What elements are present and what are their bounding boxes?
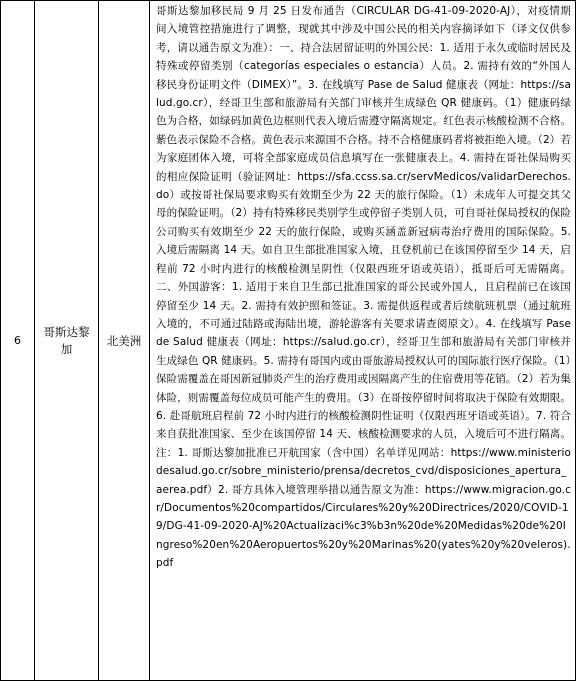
entry-policy-text: 哥斯达黎加移民局 9 月 25 日发布通告（CIRCULAR DG-41-09-2020-AJ），对疫情期间入境管控措施进行了调整，现就其中涉及中国公民的相关内容摘译如下（译文仅供参考，请以通告原文为准）：一、持合法居留证明的外国公民：1. 适用于永久或临时居民及特殊或停留类别（categorías especiales o estancia）人员。2. 需持有效的“外国人移民身份证明文件（DIMEX）”。3. 在线填写 Pase de Salud 健康表（网址：https://salud.go.cr），经哥卫生部和旅游局有关部门审核并生成绿色 QR 健康码。（1）健康码绿色为合格，如绿码加黄色边框则代表入境后需遵守隔离规定。红色表示核酸检测不合格。紫色表示保险不合格。黄色表示来源国不合格。持不合格健康码者将被拒绝入境。（2）若为家庭团体入境，可将全部家庭成员信息填写在一张健康表上。4. 需持在哥社保局购买的相应保险证明（验证网址：https://sfa.ccss.sa.cr/servMedicos/validarDerechos.do）或按哥社保局要求购买有效期至少为 22 天的旅行保险。（1）未成年人可提交其父母的保险证明。（2）持有特殊移民类别学生或停留子类别人员，可自哥社保局授权的保险公司购买有效期至少 22 天的旅行保险，或购买涵盖新冠病毒治疗费用的国际保险。5. 入境后需隔离 14 天。如自卫生部批准国家入境，且登机前已在该国停留至少 14 天，启程前 72 小时内进行的核酸检测呈阴性（仅限西班牙语或英语），抵哥后可无需隔离。二、外国游客：1. 适用于来自卫生部已批准国家的哥公民或外国人，且启程前已在该国停留至少 14 天。2. 需持有效护照和签证。3. 需提供返程或者后续航班机票（通过航班入境的，不可通过陆路或海陆出境，游轮游客有关要求请查阅原文）。4. 在线填写 Pase de Salud 健康表（网址：https://salud.go.cr），经哥卫生部和旅游局有关部门审核并生成绿色 QR 健康码。5. 需持有哥国内或由哥旅游局授权认可的国际旅行医疗保险。（1）保险需覆盖在哥因新冠肺炎产生的治疗费用或因隔离产生的住宿费用等花销。（2）若为集体险，则需覆盖每位成员可能产生的费用。（3）在哥按停留时间将取决于保险有效期限。6. 赴哥航班启程前 72 小时内进行的核酸检测阴性证明（仅限西班牙语或英语）。7. 符合来自获批准国家、至少在该国停留 14 天、核酸检测要求的人员，入境后可不进行隔离。注：1. 哥斯达黎加批准已开航国家（含中国）名单详见网站：https://www.ministeriodesalud.go.cr/sobre_ministerio/prensa/decretos_cvd/disposiciones_apertura_aerea.pdf）2. 哥方具体入境管理举措以通告原文为准：https://www.migracion.go.cr/Documentos%20compartidos/Circulares%20y%20Directrices/2020/COVID-19/DG-41-09-2020-AJ%20Actualizaci%c3%b3n%20de%20Medidas%20de%20Ingreso%20en%20Aeropuertos%20y%20Marinas%20(yates%20y%20veleros).pdf: [156, 5, 571, 570]
country-name: 哥斯达黎加: [43, 324, 90, 356]
country-cell: [35, 1, 99, 680]
content-cell: [150, 1, 575, 680]
region-cell: [99, 1, 150, 680]
row-index: 6: [14, 334, 21, 347]
region-name: 北美洲: [106, 333, 142, 348]
row-index-cell: [1, 1, 35, 680]
